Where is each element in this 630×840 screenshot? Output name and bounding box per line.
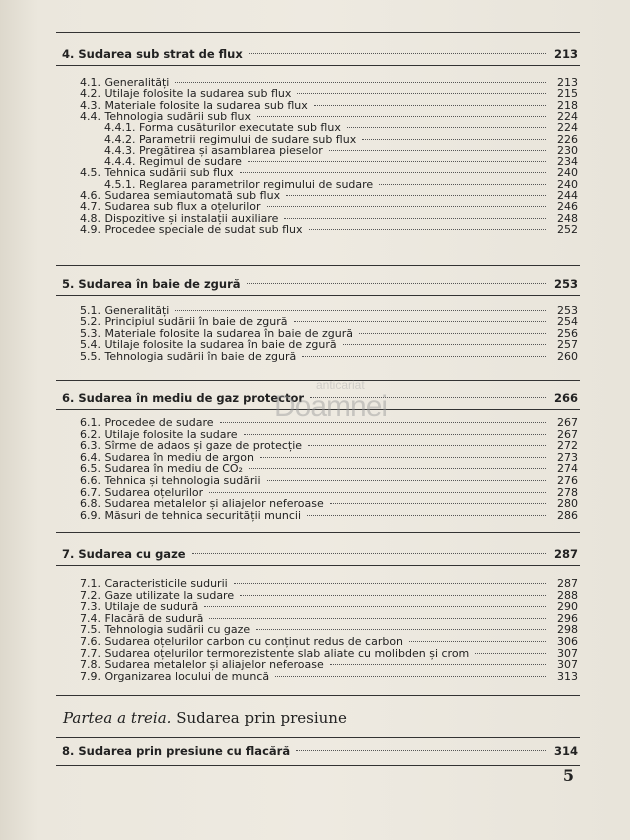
toc-entry-page: 218 <box>557 98 578 112</box>
dotted-leader <box>257 116 546 117</box>
toc-entry-label: 7.6. Sudarea oțelurilor carbon cu conținut redus de carbon <box>80 635 404 648</box>
chapter-heading <box>0 47 630 61</box>
toc-entry-label: 5.3. Materiale folosite la sudarea în baie de zgură <box>80 326 354 340</box>
toc-entry-page: 306 <box>557 635 578 648</box>
toc-entry-page: 314 <box>553 744 578 758</box>
toc-entry-label: 6.2. Utilaje folosite la sudare <box>80 427 238 441</box>
dotted-leader <box>314 105 546 106</box>
dotted-leader <box>309 229 547 230</box>
stamp-top-text: anticariat <box>316 378 365 392</box>
dotted-leader <box>247 283 546 284</box>
toc-entry-label: 7.5. Tehnologia sudării cu gaze <box>80 623 251 637</box>
toc-entry-label: 5.1. Generalități <box>80 304 170 317</box>
dotted-leader <box>234 583 546 584</box>
toc-entry-page: 307 <box>557 646 578 660</box>
toc-entry-page: 240 <box>557 177 578 191</box>
toc-entry-page: 298 <box>557 623 578 637</box>
toc-entry-page: 257 <box>557 338 578 352</box>
chapter-heading <box>0 744 630 758</box>
toc-entry-page: 244 <box>557 189 578 202</box>
dotted-leader <box>284 218 546 219</box>
toc-entry-page: 272 <box>557 439 578 453</box>
toc-entry <box>0 509 630 523</box>
toc-entry-label: 7.3. Utilaje de sudură <box>80 600 199 614</box>
toc-entry-page: 267 <box>557 427 578 441</box>
dotted-leader <box>379 184 546 185</box>
toc-entry-page: 286 <box>557 508 578 522</box>
toc-entry <box>0 670 630 684</box>
toc-entry-page: 267 <box>557 416 578 429</box>
toc-entry-page: 246 <box>557 200 578 214</box>
dotted-leader <box>175 310 546 311</box>
toc-entry-label: 6.7. Sudarea oțelurilor <box>80 485 204 499</box>
toc-entry-page: 224 <box>557 121 578 135</box>
dotted-leader <box>330 664 546 665</box>
dotted-leader <box>308 445 546 446</box>
toc-entry-page: 273 <box>557 450 578 464</box>
toc-entry-page: 307 <box>557 658 578 672</box>
toc-entry-page: 274 <box>557 462 578 476</box>
watermark-stamp <box>264 378 404 430</box>
dotted-leader <box>362 139 546 140</box>
dotted-leader <box>249 468 546 469</box>
toc-entry-label: 7. Sudarea cu gaze <box>62 547 186 561</box>
dotted-leader <box>240 595 546 596</box>
dotted-leader <box>343 344 546 345</box>
toc-entry-label: 7.9. Organizarea locului de muncă <box>80 669 270 683</box>
dotted-leader <box>248 161 546 162</box>
toc-entry-label: 4.1. Generalități <box>80 76 170 89</box>
toc-entry-label: 5.4. Utilaje folosite la sudarea în baie de zgură <box>80 338 337 352</box>
dotted-leader <box>209 618 546 619</box>
divider-line <box>56 265 580 266</box>
toc-entry-page: 278 <box>557 485 578 499</box>
toc-entry-page: 260 <box>557 349 578 363</box>
chapter-heading <box>0 277 630 291</box>
toc-entry-label: 4.7. Sudarea sub flux a oțelurilor <box>80 200 261 214</box>
divider-line <box>56 32 580 33</box>
toc-entry-page: 215 <box>557 87 578 101</box>
toc-entry-label: 7.1. Caracteristicile sudurii <box>80 577 228 590</box>
toc-entry-page: 276 <box>557 474 578 487</box>
toc-entry-label: 6.5. Sudarea în mediu de CO₂ <box>80 462 243 476</box>
toc-entry-label: 4.4.1. Forma cusăturilor executate sub flux <box>104 121 341 135</box>
dotted-leader <box>286 195 546 196</box>
chapter-heading <box>0 547 630 561</box>
toc-entry-page: 253 <box>557 304 578 317</box>
part-prefix: Partea a treia. <box>63 709 172 727</box>
toc-entry-label: 4.6. Sudarea semiautomată sub flux <box>80 189 281 202</box>
dotted-leader <box>296 750 546 751</box>
dotted-leader <box>409 641 546 642</box>
divider-line <box>56 65 580 66</box>
toc-entry-label: 8. Sudarea prin presiune cu flacără <box>62 744 291 758</box>
dotted-leader <box>249 53 546 54</box>
toc-entry-label: 7.7. Sudarea oțelurilor termorezistente slab aliate cu molibden și crom <box>80 646 470 660</box>
toc-entry-page: 254 <box>557 315 578 329</box>
dotted-leader <box>267 480 546 481</box>
divider-line <box>56 532 580 533</box>
dotted-leader <box>204 606 546 607</box>
divider-line <box>56 295 580 296</box>
toc-entry-page: 290 <box>557 600 578 614</box>
dotted-leader <box>475 653 546 654</box>
dotted-leader <box>260 457 546 458</box>
dotted-leader <box>192 553 546 554</box>
toc-entry-page: 253 <box>553 277 578 291</box>
toc-entry-label: 4.4.4. Regimul de sudare <box>104 155 242 169</box>
toc-entry-page: 256 <box>557 326 578 340</box>
toc-entry-label: 6.1. Procedee de sudare <box>80 416 214 429</box>
dotted-leader <box>256 629 546 630</box>
toc-entry-label: 7.2. Gaze utilizate la sudare <box>80 588 235 602</box>
toc-entry-label: 4.5. Tehnica sudării sub flux <box>80 166 234 180</box>
toc-entry-label: 5.5. Tehnologia sudării în baie de zgură <box>80 349 297 363</box>
toc-entry-page: 266 <box>553 391 578 405</box>
toc-entry-page: 296 <box>557 611 578 625</box>
toc-entry-label: 6.3. Sîrme de adaos și gaze de protecție <box>80 439 303 453</box>
divider-line <box>56 737 580 738</box>
toc-entry-label: 4.8. Dispozitive și instalații auxiliare <box>80 211 279 225</box>
toc-entry-page: 287 <box>557 577 578 590</box>
toc-entry-page: 240 <box>557 166 578 180</box>
toc-entry-label: 6.6. Tehnica și tehnologia sudării <box>80 474 261 487</box>
part-heading <box>63 709 347 727</box>
toc-entry-label: 7.4. Flacără de sudură <box>80 611 204 625</box>
dotted-leader <box>244 434 546 435</box>
divider-line <box>56 765 580 766</box>
toc-entry-label: 4.9. Procedee speciale de sudat sub flux <box>80 222 303 236</box>
toc-entry-label: 4. Sudarea sub strat de flux <box>62 47 243 61</box>
dotted-leader <box>240 172 546 173</box>
dotted-leader <box>267 206 546 207</box>
dotted-leader <box>209 492 546 493</box>
stamp-main-text: Doamnei <box>274 390 388 423</box>
toc-entry-page: 234 <box>557 155 578 169</box>
dotted-leader <box>275 676 546 677</box>
toc-entry-page: 280 <box>557 497 578 511</box>
toc-entry-page: 313 <box>557 669 578 683</box>
toc-entry-page: 224 <box>557 109 578 123</box>
toc-entry-label: 4.2. Utilaje folosite la sudarea sub flux <box>80 87 292 101</box>
toc-entry-page: 213 <box>557 76 578 89</box>
dotted-leader <box>359 333 546 334</box>
dotted-leader <box>347 127 546 128</box>
toc-entry-page: 248 <box>557 211 578 225</box>
toc-entry-page: 226 <box>557 132 578 146</box>
toc-entry-label: 4.4.3. Pregătirea și asamblarea pieselor <box>104 143 323 157</box>
dotted-leader <box>294 321 546 322</box>
toc-entry-label: 4.3. Materiale folosite la sudarea sub flux <box>80 98 308 112</box>
part-title: Sudarea prin presiune <box>176 709 347 727</box>
toc-entry-page: 213 <box>553 47 578 61</box>
dotted-leader <box>329 150 546 151</box>
page-number: 5 <box>562 766 574 785</box>
toc-entry-label: 6.4. Sudarea în mediu de argon <box>80 450 254 464</box>
toc-entry-page: 288 <box>557 588 578 602</box>
toc-entry-page: 287 <box>553 547 578 561</box>
dotted-leader <box>302 356 546 357</box>
dotted-leader <box>297 93 546 94</box>
toc-entry-label: 5. Sudarea în baie de zgură <box>62 277 241 291</box>
toc-entry-label: 4.4. Tehnologia sudării sub flux <box>80 109 251 123</box>
dotted-leader <box>175 82 546 83</box>
toc-entry-label: 6.9. Măsuri de tehnica securității muncii <box>80 508 301 522</box>
divider-line <box>56 695 580 696</box>
dotted-leader <box>330 503 546 504</box>
toc-entry <box>0 223 630 237</box>
toc-entry-label: 6.8. Sudarea metalelor și aliajelor neferoase <box>80 497 324 511</box>
toc-entry <box>0 350 630 364</box>
toc-entry-label: 5.2. Principiul sudării în baie de zgură <box>80 315 288 329</box>
toc-entry-label: 7.8. Sudarea metalelor și aliajelor neferoase <box>80 658 324 672</box>
toc-entry-label: 4.5.1. Reglarea parametrilor regimului de sudare <box>104 177 374 191</box>
dotted-leader <box>307 515 546 516</box>
toc-entry-label: 4.4.2. Parametrii regimului de sudare sub flux <box>104 132 357 146</box>
toc-entry-label: 6. Sudarea în mediu de gaz protector <box>62 391 305 405</box>
divider-line <box>56 565 580 566</box>
toc-entry-page: 230 <box>557 143 578 157</box>
toc-entry-page: 252 <box>557 222 578 236</box>
